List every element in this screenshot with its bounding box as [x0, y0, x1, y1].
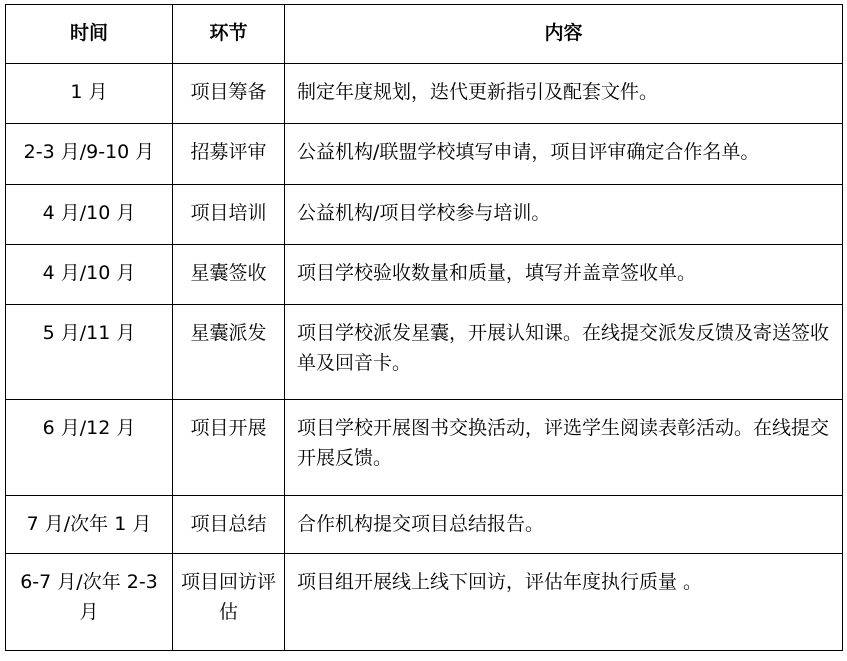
cell-content: 项目学校开展图书交换活动，评选学生阅读表彰活动。在线提交开展反馈。	[285, 400, 843, 496]
cell-step: 星囊派发	[173, 305, 285, 400]
cell-time: 4 月/10 月	[6, 185, 173, 245]
cell-content: 公益机构/联盟学校填写申请，项目评审确定合作名单。	[285, 124, 843, 185]
cell-time: 2-3 月/9-10 月	[6, 124, 173, 185]
table-row	[6, 400, 843, 496]
cell-time: 1 月	[6, 64, 173, 124]
cell-step: 项目开展	[173, 400, 285, 496]
table-row	[6, 554, 843, 651]
cell-step: 项目回访评估	[173, 554, 285, 651]
cell-step: 项目总结	[173, 496, 285, 554]
cell-content: 项目学校验收数量和质量，填写并盖章签收单。	[285, 245, 843, 305]
cell-content: 合作机构提交项目总结报告。	[285, 496, 843, 554]
cell-content: 制定年度规划，迭代更新指引及配套文件。	[285, 64, 843, 124]
cell-step: 项目筹备	[173, 64, 285, 124]
cell-step: 项目培训	[173, 185, 285, 245]
cell-time: 6 月/12 月	[6, 400, 173, 496]
cell-content: 项目学校派发星囊，开展认知课。在线提交派发反馈及寄送签收单及回音卡。	[285, 305, 843, 400]
cell-time: 4 月/10 月	[6, 245, 173, 305]
header-content: 内容	[285, 5, 843, 64]
cell-content: 项目组开展线上线下回访，评估年度执行质量 。	[285, 554, 843, 651]
table-header-row	[6, 5, 843, 64]
header-time: 时间	[6, 5, 173, 64]
cell-step: 招募评审	[173, 124, 285, 185]
table-row	[6, 305, 843, 400]
schedule-table	[5, 4, 843, 651]
cell-content: 公益机构/项目学校参与培训。	[285, 185, 843, 245]
cell-step: 星囊签收	[173, 245, 285, 305]
cell-time: 7 月/次年 1 月	[6, 496, 173, 554]
table-row	[6, 185, 843, 245]
table-row	[6, 496, 843, 554]
header-step: 环节	[173, 5, 285, 64]
cell-time: 6-7 月/次年 2-3 月	[6, 554, 173, 651]
cell-time: 5 月/11 月	[6, 305, 173, 400]
table-row	[6, 64, 843, 124]
table-row	[6, 245, 843, 305]
table-row	[6, 124, 843, 185]
